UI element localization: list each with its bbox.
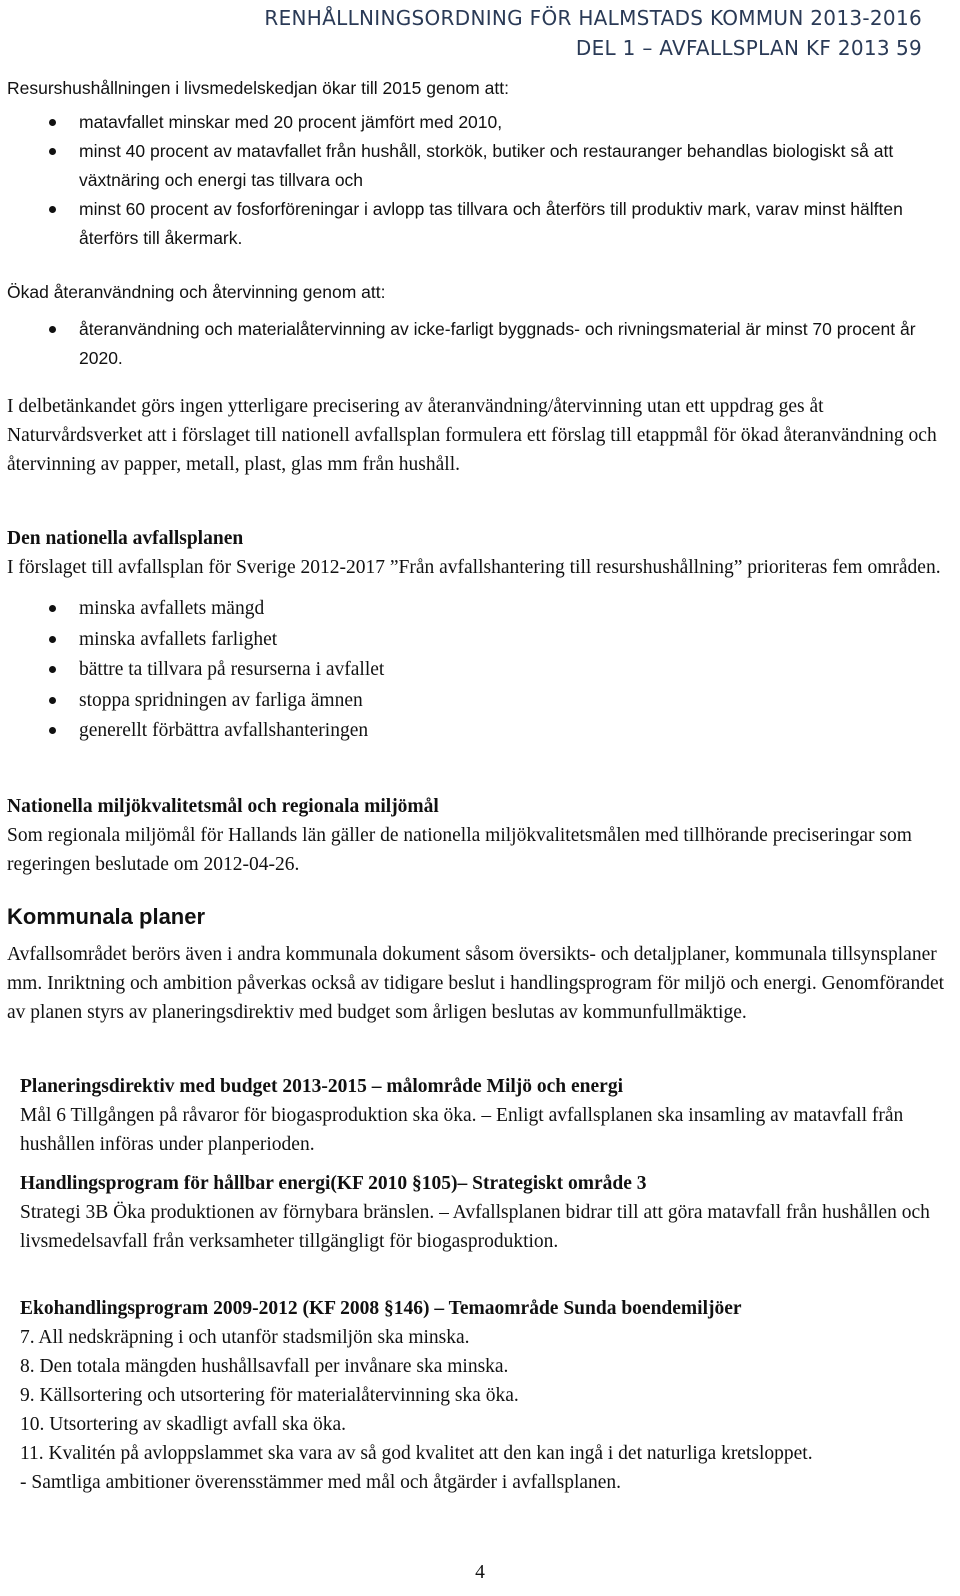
miljomal-text: Som regionala miljömål för Hallands län gäller de nationella miljökvalitetsmålen med tillhörande preciseringar som regeringen beslutade om 2012-04-26.: [7, 825, 912, 875]
header-page-number: 59: [895, 36, 922, 60]
delbetankande-paragraph: [7, 392, 957, 479]
kommunala-section: [7, 902, 957, 1027]
eko-section: [20, 1294, 960, 1497]
list-item: 10. Utsortering av skadligt avfall ska öka.: [20, 1414, 347, 1435]
running-header-part: DEL 1 – AVFALLSPLAN KF 2013: [575, 36, 890, 60]
list-item: 7. All nedskräpning i och utanför stadsmiljön ska minska.: [20, 1327, 470, 1348]
eko-heading: Ekohandlingsprogram 2009-2012 (KF 2008 §146) – Temaområde Sunda boendemiljöer: [20, 1298, 742, 1319]
kommunala-text: Avfallsområdet berörs även i andra kommunala dokument såsom översikts- och detaljplaner, kommunala tillsynsplaner mm. Inriktning och ambition påverkas också av tidigare beslut i handlingsprogram för miljö och energi. Genomförandet av planen styrs av planeringsdirektiv med budget som årligen beslutas av kommunfullmäktige.: [7, 944, 945, 1023]
list-item: 9. Källsortering och utsortering för materialåtervinning ska öka.: [20, 1385, 519, 1406]
miljomal-section: [7, 792, 957, 879]
page-number: 4: [475, 1562, 485, 1583]
handling-text: Strategi 3B Öka produktionen av förnybara bränslen. – Avfallsplanen bidrar till att göra matavfall från hushållen och livsmedelsavfall från verksamheter tillgängligt för biogasproduktion.: [20, 1202, 930, 1252]
list-item: minst 60 procent av fosforföreningar i avlopp tas tillvara och återförs till produktiv mark, varav minst hälften återförs till åkermark.: [7, 195, 957, 253]
okad-intro: Ökad återanvändning och återvinning genom att:: [7, 282, 386, 302]
handling-heading: Handlingsprogram för hållbar energi(KF 2010 §105)– Strategiskt område 3: [20, 1173, 647, 1194]
list-item: stoppa spridningen av farliga ämnen: [7, 686, 957, 717]
resurs-bullet-list: [7, 108, 957, 253]
paragraph-text: I delbetänkandet görs ingen ytterligare precisering av återanvändning/återvinning utan ett uppdrag ges åt Naturvårdsverket att i förslaget till nationell avfallsplan formulera ett förslag till etappmål för ökad återanvändning och återvinning av papper, metall, plast, glas mm från hushåll.: [7, 396, 937, 475]
list-item: minst 40 procent av matavfallet från hushåll, storkök, butiker och restauranger behandlas biologiskt så att växtnäring och energi tas tillvara och: [7, 137, 957, 195]
resurs-section: [7, 74, 957, 253]
nationella-text: I förslaget till avfallsplan för Sverige 2012-2017 ”Från avfallshantering till resurshushållning” prioriteras fem områden.: [7, 557, 941, 578]
list-item: återanvändning och materialåtervinning av icke-farligt byggnads- och rivningsmaterial är minst 70 procent år 2020.: [7, 315, 957, 373]
list-item: matavfallet minskar med 20 procent jämfört med 2010,: [7, 108, 957, 137]
miljomal-heading: Nationella miljökvalitetsmål och regionala miljömål: [7, 796, 439, 817]
list-item: 8. Den totala mängden hushållsavfall per invånare ska minska.: [20, 1356, 509, 1377]
list-item: - Samtliga ambitioner överensstämmer med mål och åtgärder i avfallsplanen.: [20, 1472, 622, 1493]
kommunala-heading: Kommunala planer: [7, 904, 206, 929]
okad-section: [7, 278, 957, 373]
running-header-title: RENHÅLLNINGSORDNING FÖR HALMSTADS KOMMUN 2013-2016: [264, 6, 922, 30]
running-header-subtitle: [576, 36, 922, 60]
handling-section: [20, 1169, 960, 1256]
list-item: minska avfallets farlighet: [7, 625, 957, 656]
list-item: minska avfallets mängd: [7, 594, 957, 625]
planering-section: [20, 1072, 960, 1159]
list-item: generellt förbättra avfallshanteringen: [7, 716, 957, 747]
nationella-bullet-list: [7, 594, 957, 747]
planering-heading: Planeringsdirektiv med budget 2013-2015 – målområde Miljö och energi: [20, 1076, 624, 1097]
okad-bullet-list: [7, 315, 957, 373]
list-item: bättre ta tillvara på resurserna i avfallet: [7, 655, 957, 686]
planering-text: Mål 6 Tillgången på råvaror för biogasproduktion ska öka. – Enligt avfallsplanen ska insamling av matavfall från hushållen införas under planperioden.: [20, 1105, 904, 1155]
nationella-heading: Den nationella avfallsplanen: [7, 528, 244, 549]
resurs-intro: Resurshushållningen i livsmedelskedjan ökar till 2015 genom att:: [7, 78, 509, 98]
list-item: 11. Kvalitén på avloppslammet ska vara av så god kvalitet att den kan ingå i det naturliga kretsloppet.: [20, 1443, 813, 1464]
nationella-section: [7, 524, 957, 747]
